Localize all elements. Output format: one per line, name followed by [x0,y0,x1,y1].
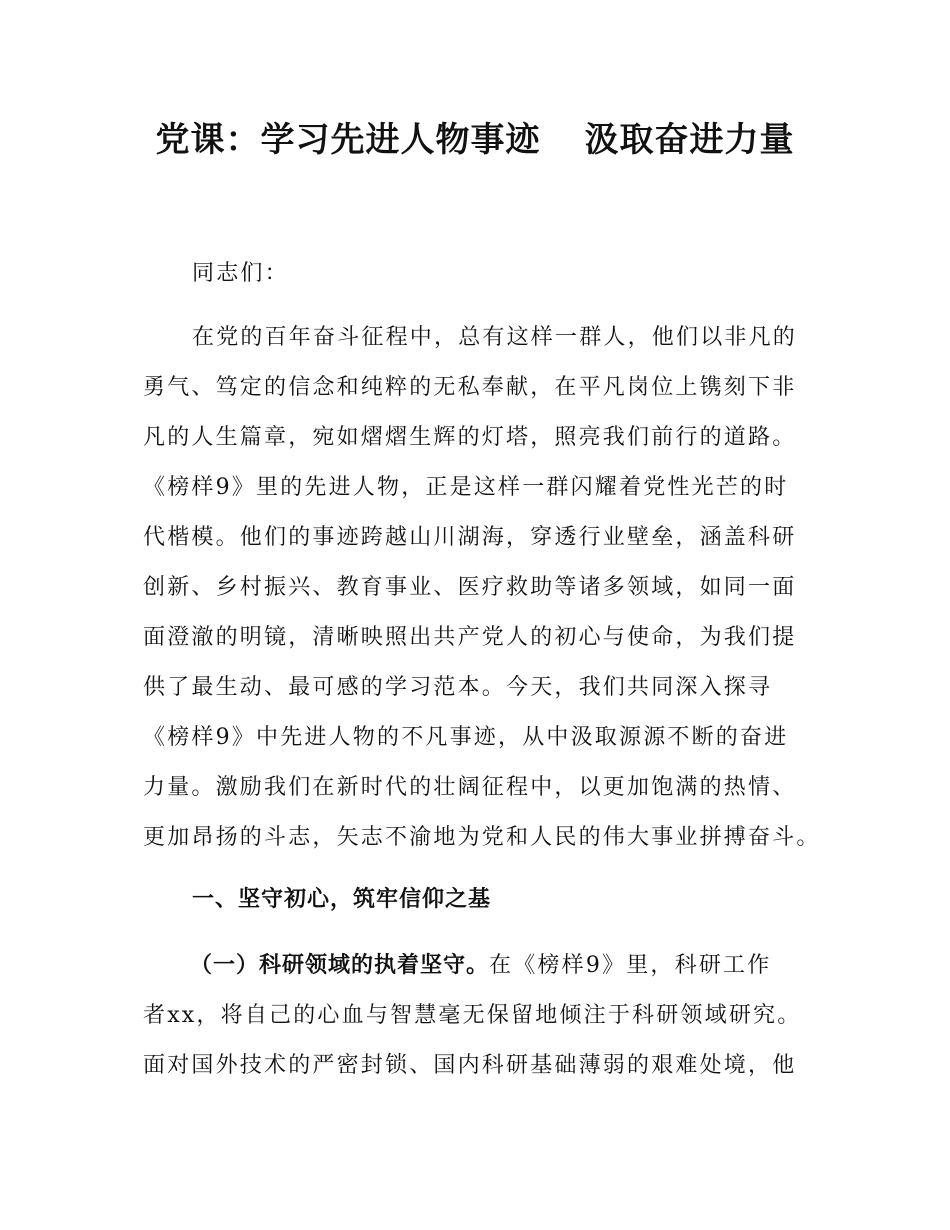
subsection-line: 面对国外技术的严密封锁、国内科研基础薄弱的艰难处境，他 [143,1053,797,1078]
section-heading: 一、坚守初心，筑牢信仰之基 [192,887,492,912]
title-part-1: 党课：学习先进人物事迹 [155,120,541,160]
subsection-text: 在《榜样9》里，科研工作 [489,953,772,978]
intro-line: 在党的百年奋斗征程中，总有这样一群人，他们以非凡的 [192,325,798,350]
intro-line: 代楷模。他们的事迹跨越山川湖海，穿透行业壁垒，涵盖科研 [143,525,797,550]
subsection-paragraph-first-line [190,948,890,984]
intro-line: 《榜样9》里的先进人物，正是这样一群闪耀着党性光芒的时 [143,475,789,500]
intro-line: 面澄澈的明镜，清晰映照出共产党人的初心与使命，为我们提 [143,625,797,650]
intro-line: 勇气、笃定的信念和纯粹的无私奉献，在平凡岗位上镌刻下非 [143,375,797,400]
subsection-heading: （一）科研领域的执着坚守。 [190,953,490,978]
greeting: 同志们： [192,261,289,286]
document-title [0,112,950,168]
intro-line: 更加昂扬的斗志，矢志不渝地为党和人民的伟大事业拼搏奋斗。 [143,825,821,850]
intro-line: 供了最生动、最可感的学习范本。今天，我们共同深入探寻 [143,675,773,700]
intro-line: 凡的人生篇章，宛如熠熠生辉的灯塔，照亮我们前行的道路。 [143,425,797,450]
intro-line: 《榜样9》中先进人物的不凡事迹，从中汲取源源不断的奋进 [143,725,789,750]
intro-line: 创新、乡村振兴、教育事业、医疗救助等诸多领域，如同一面 [143,575,797,600]
title-part-2: 汲取奋进力量 [584,120,795,160]
intro-line: 力量。激励我们在新时代的壮阔征程中，以更加饱满的热情、 [143,775,797,800]
subsection-line: 者xx，将自己的心血与智慧毫无保留地倾注于科研领域研究。 [143,1003,802,1028]
